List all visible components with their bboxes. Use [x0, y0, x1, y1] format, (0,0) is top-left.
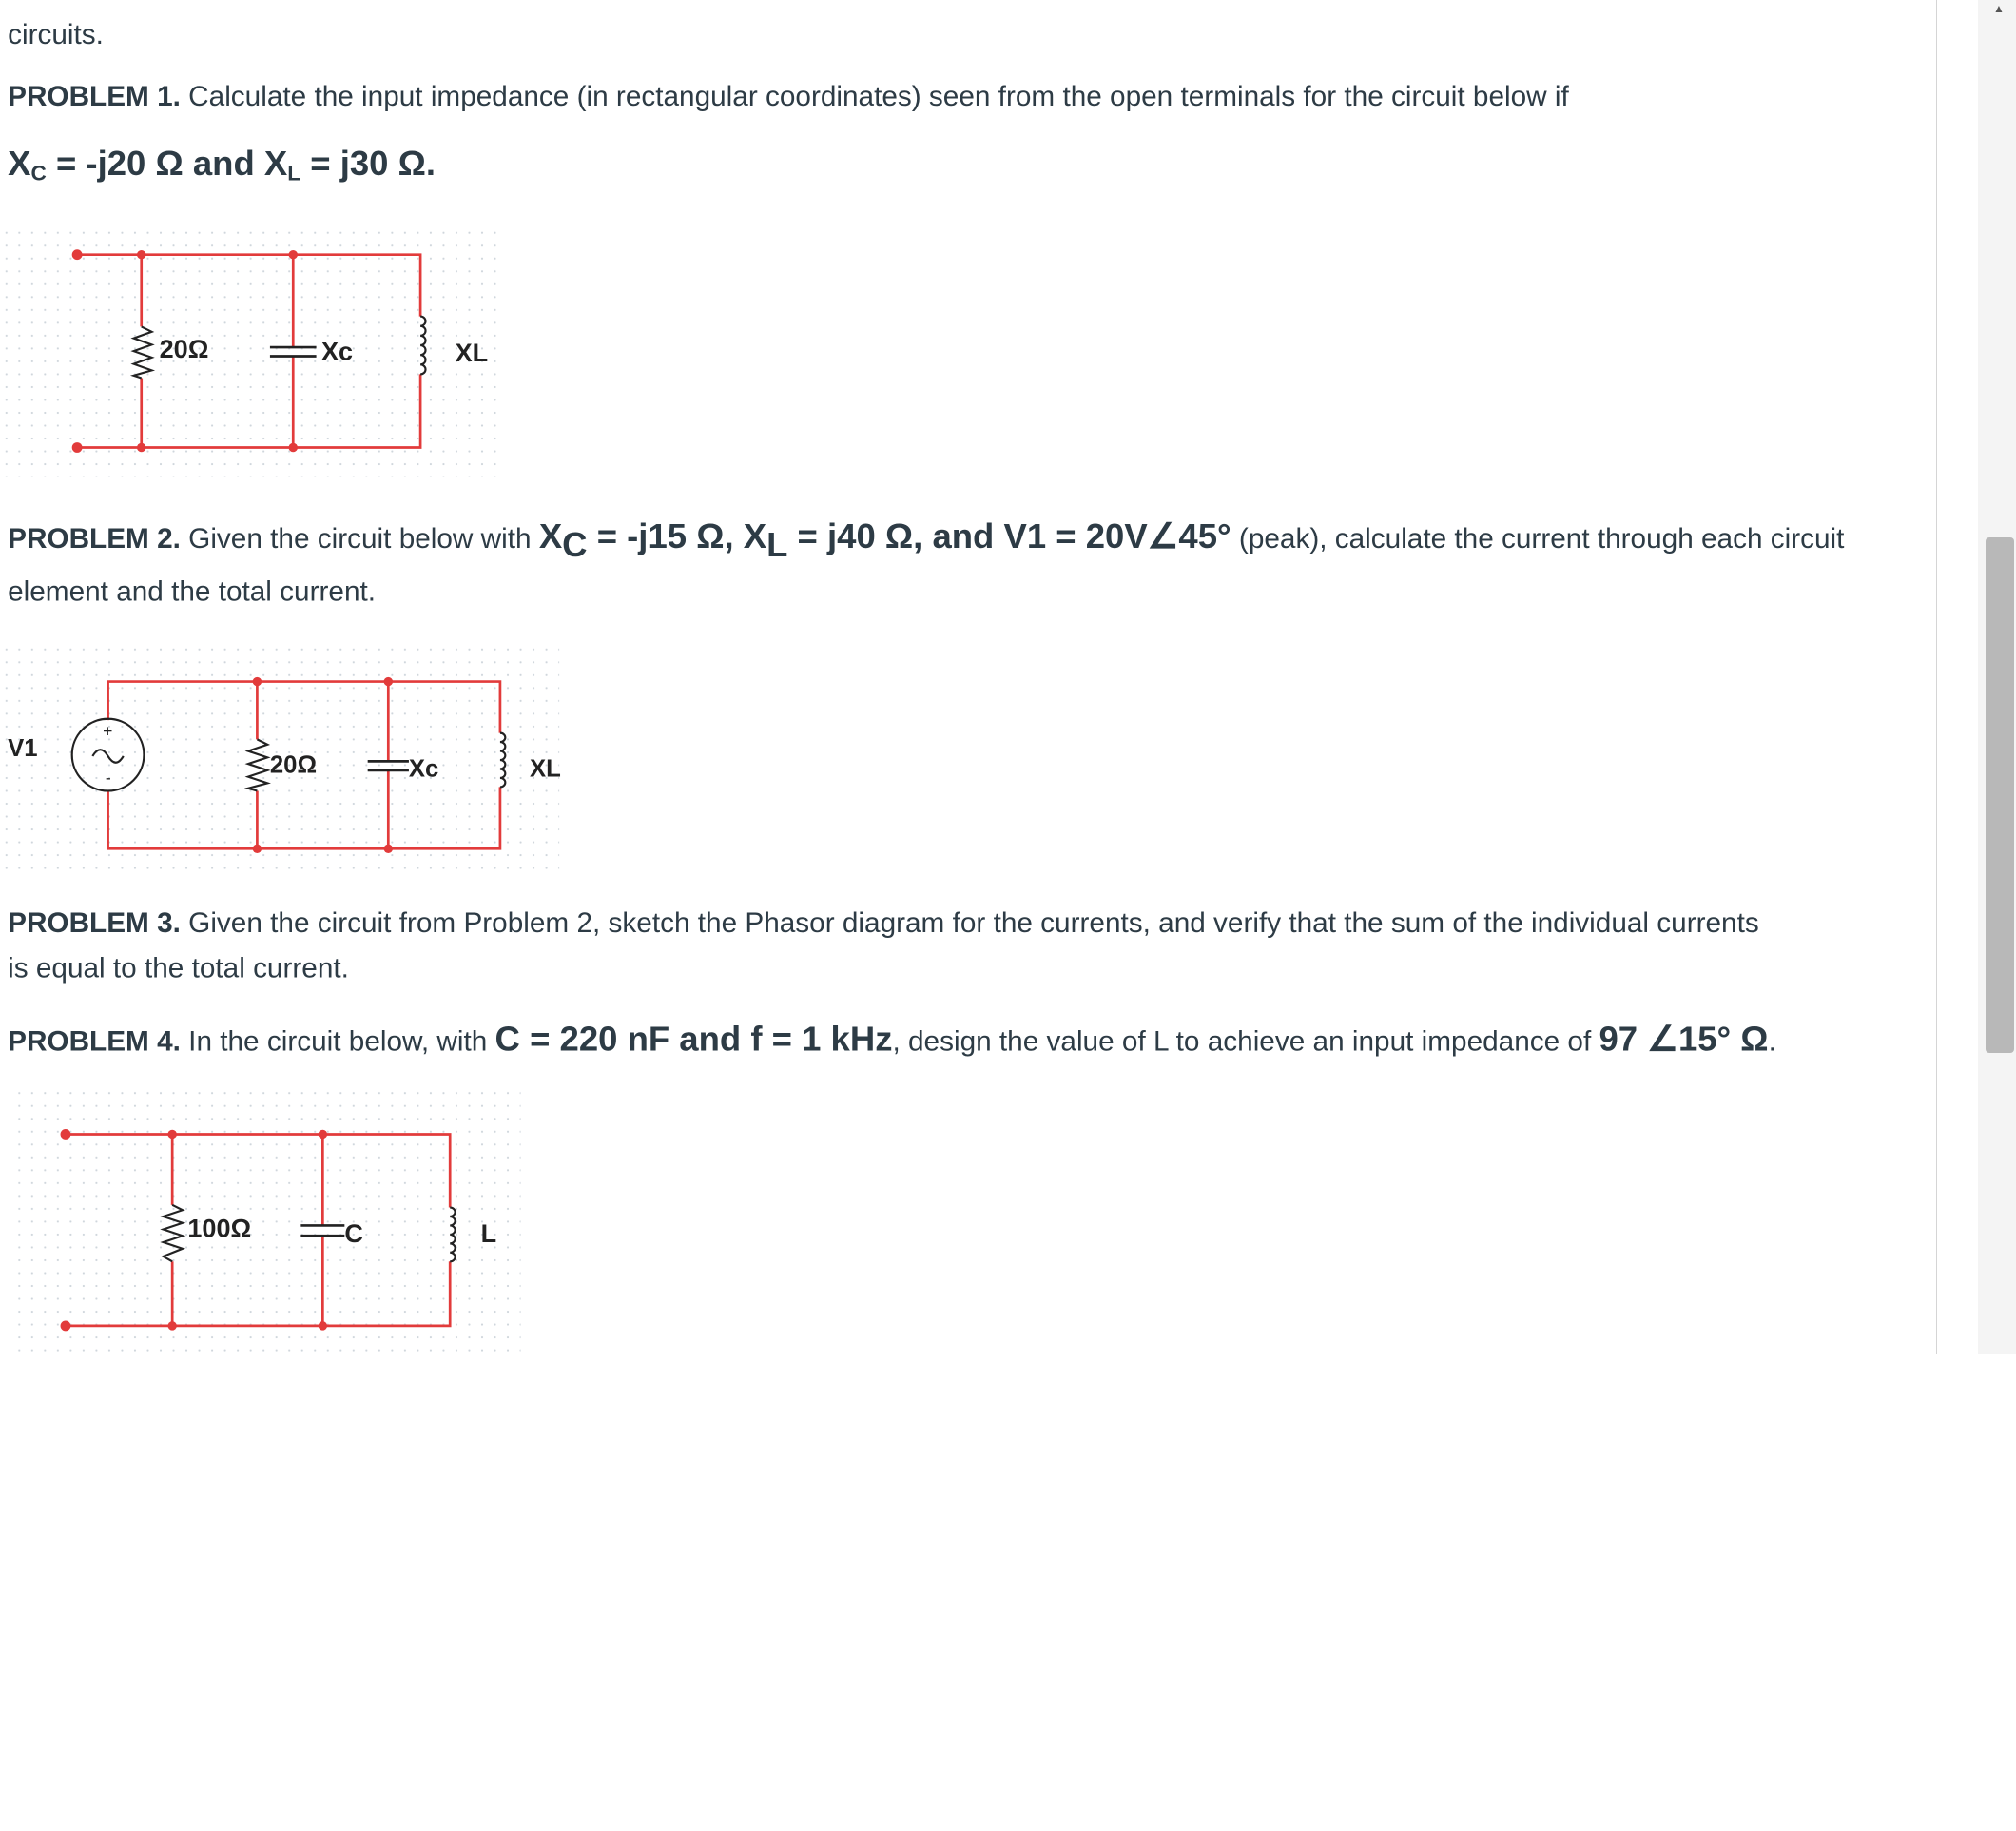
circuit-diagram-2: [0, 643, 566, 881]
problem3-text: Given the circuit from Problem 2, sketch the Phasor diagram for the currents, and verify that the sum of the individual currents: [180, 906, 1759, 939]
problem4-target: 97 ∠15° Ω: [1599, 1020, 1769, 1059]
inductor-label: XL: [455, 338, 489, 367]
problem4-condition: C = 220 nF and f = 1 kHz: [494, 1020, 893, 1059]
scrollbar-thumb[interactable]: [1986, 537, 2014, 1053]
problem1-label: PROBLEM 1.: [8, 79, 181, 112]
capacitor-label: C: [344, 1219, 363, 1249]
problem1-conditions: [8, 144, 436, 193]
xc-symbol: X: [538, 516, 563, 556]
problem2-label: PROBLEM 2.: [8, 521, 181, 555]
resistor-label: 100Ω: [187, 1214, 252, 1243]
xl-subscript: L: [287, 161, 301, 185]
problem4-statement: [8, 1020, 1776, 1061]
source-label: V1: [8, 734, 38, 762]
svg-text:+: +: [103, 721, 113, 741]
xc-symbol: X: [8, 144, 31, 183]
intro-text: circuits.: [8, 17, 104, 50]
problem2-text-a: Given the circuit below with: [180, 521, 539, 555]
problem4-text-a: In the circuit below, with: [180, 1024, 495, 1058]
svg-text:-: -: [105, 768, 111, 788]
inductor-label: XL: [530, 755, 561, 783]
resistor-label: 20Ω: [159, 334, 209, 363]
problem4-text-b: , design the value of L to achieve an input impedance of: [892, 1024, 1599, 1058]
problem3-statement: [8, 904, 1759, 943]
problem2-values-2: = j40 Ω, and V1 = 20V∠45°: [787, 516, 1231, 556]
problem1-text: Calculate the input impedance (in rectangular coordinates) seen from the open terminals for the circuit below if: [180, 79, 1569, 112]
xc-subscript: C: [562, 525, 588, 565]
problem3-line2: is equal to the total current.: [8, 951, 349, 984]
problem1-cond-mid: = -j20 Ω and X: [46, 144, 288, 183]
inductor-label: L: [480, 1219, 497, 1249]
problem4-label: PROBLEM 4.: [8, 1024, 181, 1058]
content-divider: [1936, 0, 1937, 1354]
problem2-values: = -j15 Ω, X: [587, 516, 767, 556]
capacitor-label: Xc: [408, 755, 439, 783]
problem1-statement: [8, 77, 1569, 116]
problem4-end: .: [1768, 1024, 1776, 1058]
problem3-label: PROBLEM 3.: [8, 906, 181, 939]
problem2-text-b: (peak), calculate the current through each circuit: [1231, 521, 1845, 555]
xc-subscript: C: [30, 161, 47, 185]
scroll-up-arrow-icon[interactable]: ▲: [1993, 2, 2005, 15]
problem2-line2: element and the total current.: [8, 575, 377, 608]
problem2-statement: [8, 517, 1844, 565]
capacitor-label: Xc: [320, 337, 354, 366]
resistor-label: 20Ω: [269, 751, 318, 779]
xl-subscript: L: [766, 525, 788, 565]
circuit-diagram-1: [0, 226, 514, 483]
problem1-cond-end: = j30 Ω.: [300, 144, 436, 183]
circuit-diagram-3: [13, 1086, 528, 1363]
